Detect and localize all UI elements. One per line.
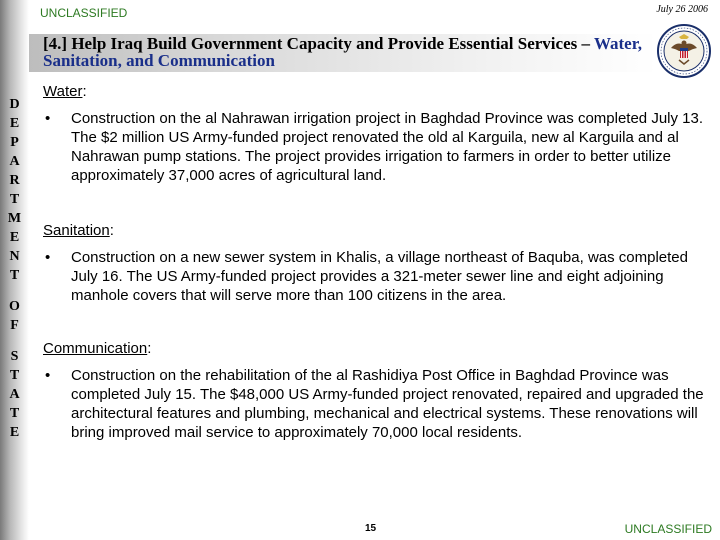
sidebar-letter: F xyxy=(10,318,19,333)
sidebar-letter: R xyxy=(9,173,20,188)
title-main: [4.] Help Iraq Build Government Capacity and Provide Essential Services – xyxy=(43,34,590,53)
classification-footer: UNCLASSIFIED xyxy=(624,522,712,536)
sidebar-letter: A xyxy=(9,154,20,169)
slide-title xyxy=(43,35,643,69)
sidebar-letter: S xyxy=(10,349,19,364)
sidebar-letter: N xyxy=(9,249,20,264)
sidebar-letter: T xyxy=(9,406,20,421)
bullet-text: Construction on the rehabilitation of the al Rashidiya Post Office in Baghdad Province was completed July 15. The $48,000 US Army-funded project renovated, repaired and upgraded the architectural features and plumbing, mechanical and electrical systems. These renovations will bring improved mail service to approximately 70,000 local residents. xyxy=(71,367,704,441)
page-number: 15 xyxy=(365,523,377,534)
department-of-state-seal-icon xyxy=(657,24,711,78)
sidebar-department-of-state xyxy=(0,95,29,442)
sidebar-letter: P xyxy=(10,135,19,150)
bullet-marker: • xyxy=(45,249,51,266)
sidebar-letter: M xyxy=(7,211,22,226)
bullet-marker: • xyxy=(45,367,51,384)
sidebar-letter: T xyxy=(9,368,20,383)
water-section xyxy=(43,82,87,101)
sidebar-letter: E xyxy=(9,116,20,131)
sidebar-letter: T xyxy=(9,192,20,207)
sidebar-letter: O xyxy=(9,299,20,314)
sidebar-letter: E xyxy=(9,230,20,245)
communication-section xyxy=(43,339,151,358)
sidebar-letter: D xyxy=(9,97,20,112)
bullet-marker: • xyxy=(45,110,51,127)
section-heading: Water: xyxy=(43,83,87,100)
slide-date: July 26 2006 xyxy=(656,4,708,15)
bullet-text: Construction on the al Nahrawan irrigation project in Baghdad Province was completed July 13. The $2 million US Army-funded project renovated the old al Karguila, new al Karguila and al Nahrawan pump stations. The project provides irrigation to farmers in order to better utilize approximately 37,000 acres of agricultural land. xyxy=(71,110,704,184)
sidebar-gap xyxy=(0,285,29,297)
bullet-text: Construction on a new sewer system in Khalis, a village northeast of Baquba, was completed July 16. The US Army-funded project provides a 321-meter sewer line and eight adjoining manhole covers that will serve more than 100 citizens in the area. xyxy=(71,249,688,304)
title-highlight: Water, Sanitation, and Communication xyxy=(43,34,642,70)
sidebar-gap xyxy=(0,335,29,347)
sidebar-letter: A xyxy=(9,387,20,402)
sanitation-section xyxy=(43,221,114,240)
section-heading: Communication: xyxy=(43,340,152,357)
section-heading: Sanitation: xyxy=(43,222,114,239)
classification-header: UNCLASSIFIED xyxy=(40,6,128,20)
sidebar-letter: E xyxy=(9,425,20,440)
sidebar-letter: T xyxy=(9,268,20,283)
